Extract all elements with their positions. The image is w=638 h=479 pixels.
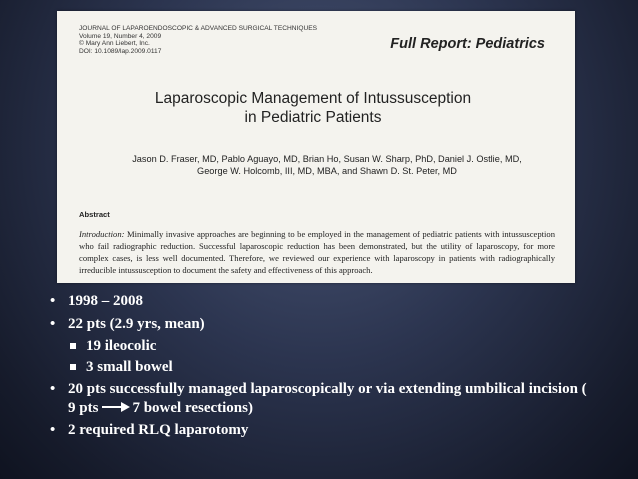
authors-line2: George W. Holcomb, III, MD, MBA, and Shawn D. St. Peter, MD	[197, 166, 457, 176]
sub-bullet-item	[50, 358, 610, 377]
bullet-text: 20 pts successfully managed laparoscopically or via extending umbilical incision ( 9 pts	[68, 381, 587, 416]
journal-article-image	[57, 11, 575, 283]
report-type: Full Report: Pediatrics	[390, 36, 545, 52]
bullet-item	[50, 380, 588, 417]
right-arrow-icon	[102, 402, 130, 412]
authors-line1: Jason D. Fraser, MD, Pablo Aguayo, MD, Brian Ho, Susan W. Sharp, PhD, Daniel J. Ostlie, MD,	[132, 154, 522, 164]
bullet-icon: •	[50, 422, 56, 438]
journal-copyright: © Mary Ann Liebert, Inc.	[79, 40, 150, 48]
square-bullet-icon	[70, 343, 76, 349]
journal-info	[79, 25, 379, 55]
bullet-text: 1998 – 2008	[68, 293, 143, 309]
bullet-list	[50, 292, 610, 444]
sub-bullet-text: 19 ileocolic	[86, 338, 157, 354]
bullet-icon: •	[50, 315, 56, 332]
abstract-text	[79, 228, 555, 276]
bullet-item	[50, 421, 610, 440]
journal-doi: DOI: 10.1089/lap.2009.0117	[79, 47, 162, 55]
abstract-body: Minimally invasive approaches are beginning to be employed in the management of pediatric patients with intussusception who fail radiographic reduction. Successful laparoscopic reduction has been demonstrated, but the utility of laparoscopy, for more complex cases, is less well documented. Therefore, we reviewed our experience with laparoscopy in patients with radiographically irreducible intussusception to document the safety and effectiveness of this approach.	[79, 229, 555, 275]
journal-name: JOURNAL OF LAPAROENDOSCOPIC & ADVANCED SURGICAL TECHNIQUES	[79, 25, 318, 32]
abstract-heading: Abstract	[79, 210, 110, 219]
bullet-text: 22 pts (2.9 yrs, mean)	[68, 315, 205, 332]
journal-volume: Volume 19, Number 4, 2009	[79, 32, 162, 40]
article-title-line2: in Pediatric Patients	[244, 109, 382, 126]
abstract-lead: Introduction:	[79, 229, 125, 239]
bullet-icon: •	[50, 381, 56, 397]
bullet-text: 2 required RLQ laparotomy	[68, 422, 249, 438]
article-title-line1: Laparoscopic Management of Intussusception	[154, 90, 472, 107]
article-authors	[97, 153, 557, 177]
bullet-text-after-arrow: 7 bowel resections)	[132, 399, 253, 416]
sub-bullet-text: 3 small bowel	[86, 358, 173, 375]
sub-bullet-item	[50, 337, 610, 356]
article-title	[57, 89, 575, 127]
square-bullet-icon	[70, 364, 76, 370]
bullet-icon: •	[50, 293, 56, 309]
bullet-item	[50, 292, 610, 311]
bullet-item	[50, 315, 610, 334]
